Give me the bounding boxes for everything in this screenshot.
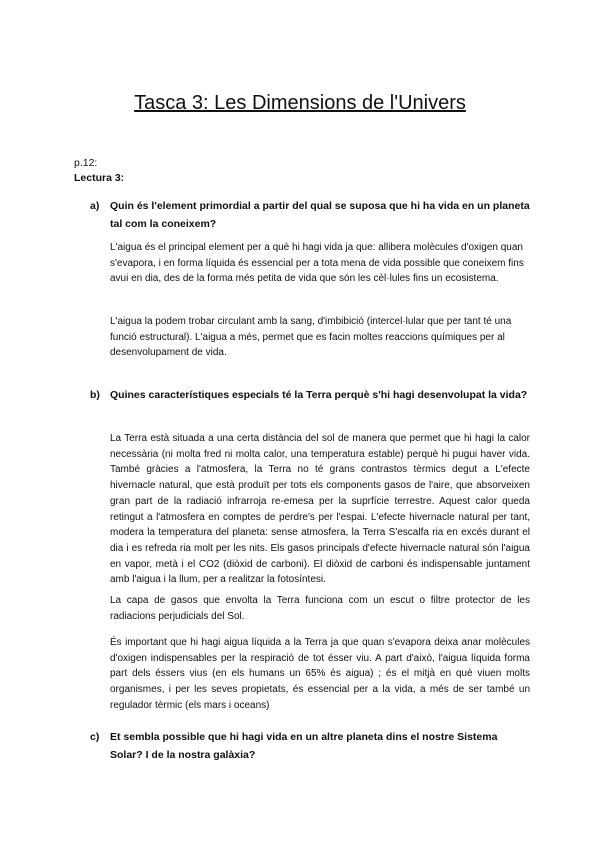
document-title: Tasca 3: Les Dimensions de l'Univers [134, 92, 466, 114]
question-b-letter: b) [90, 389, 100, 401]
answer-a-paragraph-2: L'aigua la podem trobar circulant amb la sang, d'imbibició (intercel·lular que per tant té una funció estructural). L'aigua a més, permet que es facin moltes reaccions químiques per al desenvolupament de vida. [110, 316, 512, 359]
question-a-text: Quin és l'element primordial a partir del qual se suposa que hi ha vida en un planeta tal com la coneixem? [110, 200, 530, 230]
question-c-text: Et sembla possible que hi hagi vida en un altre planeta dins el nostre Sistema Solar? I de la nostra galàxia? [110, 731, 498, 761]
question-b [90, 386, 530, 404]
answer-a-paragraph-1: L'aigua és el principal element per a què hi hagi vida ja que: allibera molècules d'oxigen quan s'evapora, i en forma líquida és essencial per a tota mena de vida possible que coneixem fins avui en dia, des de la forma més petita de vida que són les cèl·lules fins un ecosistema. [110, 242, 524, 285]
question-a-letter: a) [90, 200, 100, 212]
answer-b-paragraph-2: La capa de gasos que envolta la Terra funciona com un escut o filtre protector de les radiacions perjudicials del Sol. [110, 595, 530, 622]
answer-b-paragraph-1: La Terra està situada a una certa distància del sol de manera que permet que hi hagi la calor necessària (ni molta fred ni molta calor, una temperatura estable) perquè hi pugui haver vida. També gràcies a l'atmosfera, la Terra no té grans contrastos tèrmics degut a L'efecte hivernacle natural, que està produït per tots els components gasos de l'aire, que absorveixen gran part de la radiació infrarroja re-emesa per la suprfície terrestre. Aquest calor queda retingut a l'atmosfera en comptes de perdre's per l'espai. L'efecte hivernacle natural per tant, modera la temperatura del planeta: sense atmosfera, la Terra S'escalfa ria en excés durant el dia i es refreda ria molt per les nits. Els gasos principals d'efecte hivernacle natural són l'aigua en vapor, metà i el CO2 (diòxid de carboni). El diòxid de carboni és indispensable juntament amb l'aigua i la llum, per a realitzar la fotosíntesi. [110, 433, 530, 586]
question-c [90, 728, 530, 764]
answer-b-paragraph-3: És important que hi hagi aigua líquida a la Terra ja que quan s'evapora deixa anar molècules d'oxigen indispensables per la respiració de tot ésser viu. A part d'això, l'aigua líquida forma part dels éssers vius (en els humans un 65% és aigua) ; és el mitjà en què viuen molts organismes, i per les seves propietats, és essencial per a la vida, a més de ser també un regulador tèrmic (els mars i oceans) [110, 637, 530, 711]
reading-heading: Lectura 3: [74, 172, 125, 184]
question-a [90, 197, 530, 233]
question-c-letter: c) [90, 731, 100, 743]
question-b-text: Quines característiques especials té la Terra perquè s'hi hagi desenvolupat la vida? [110, 389, 528, 401]
page-reference: p.12: [74, 157, 98, 169]
